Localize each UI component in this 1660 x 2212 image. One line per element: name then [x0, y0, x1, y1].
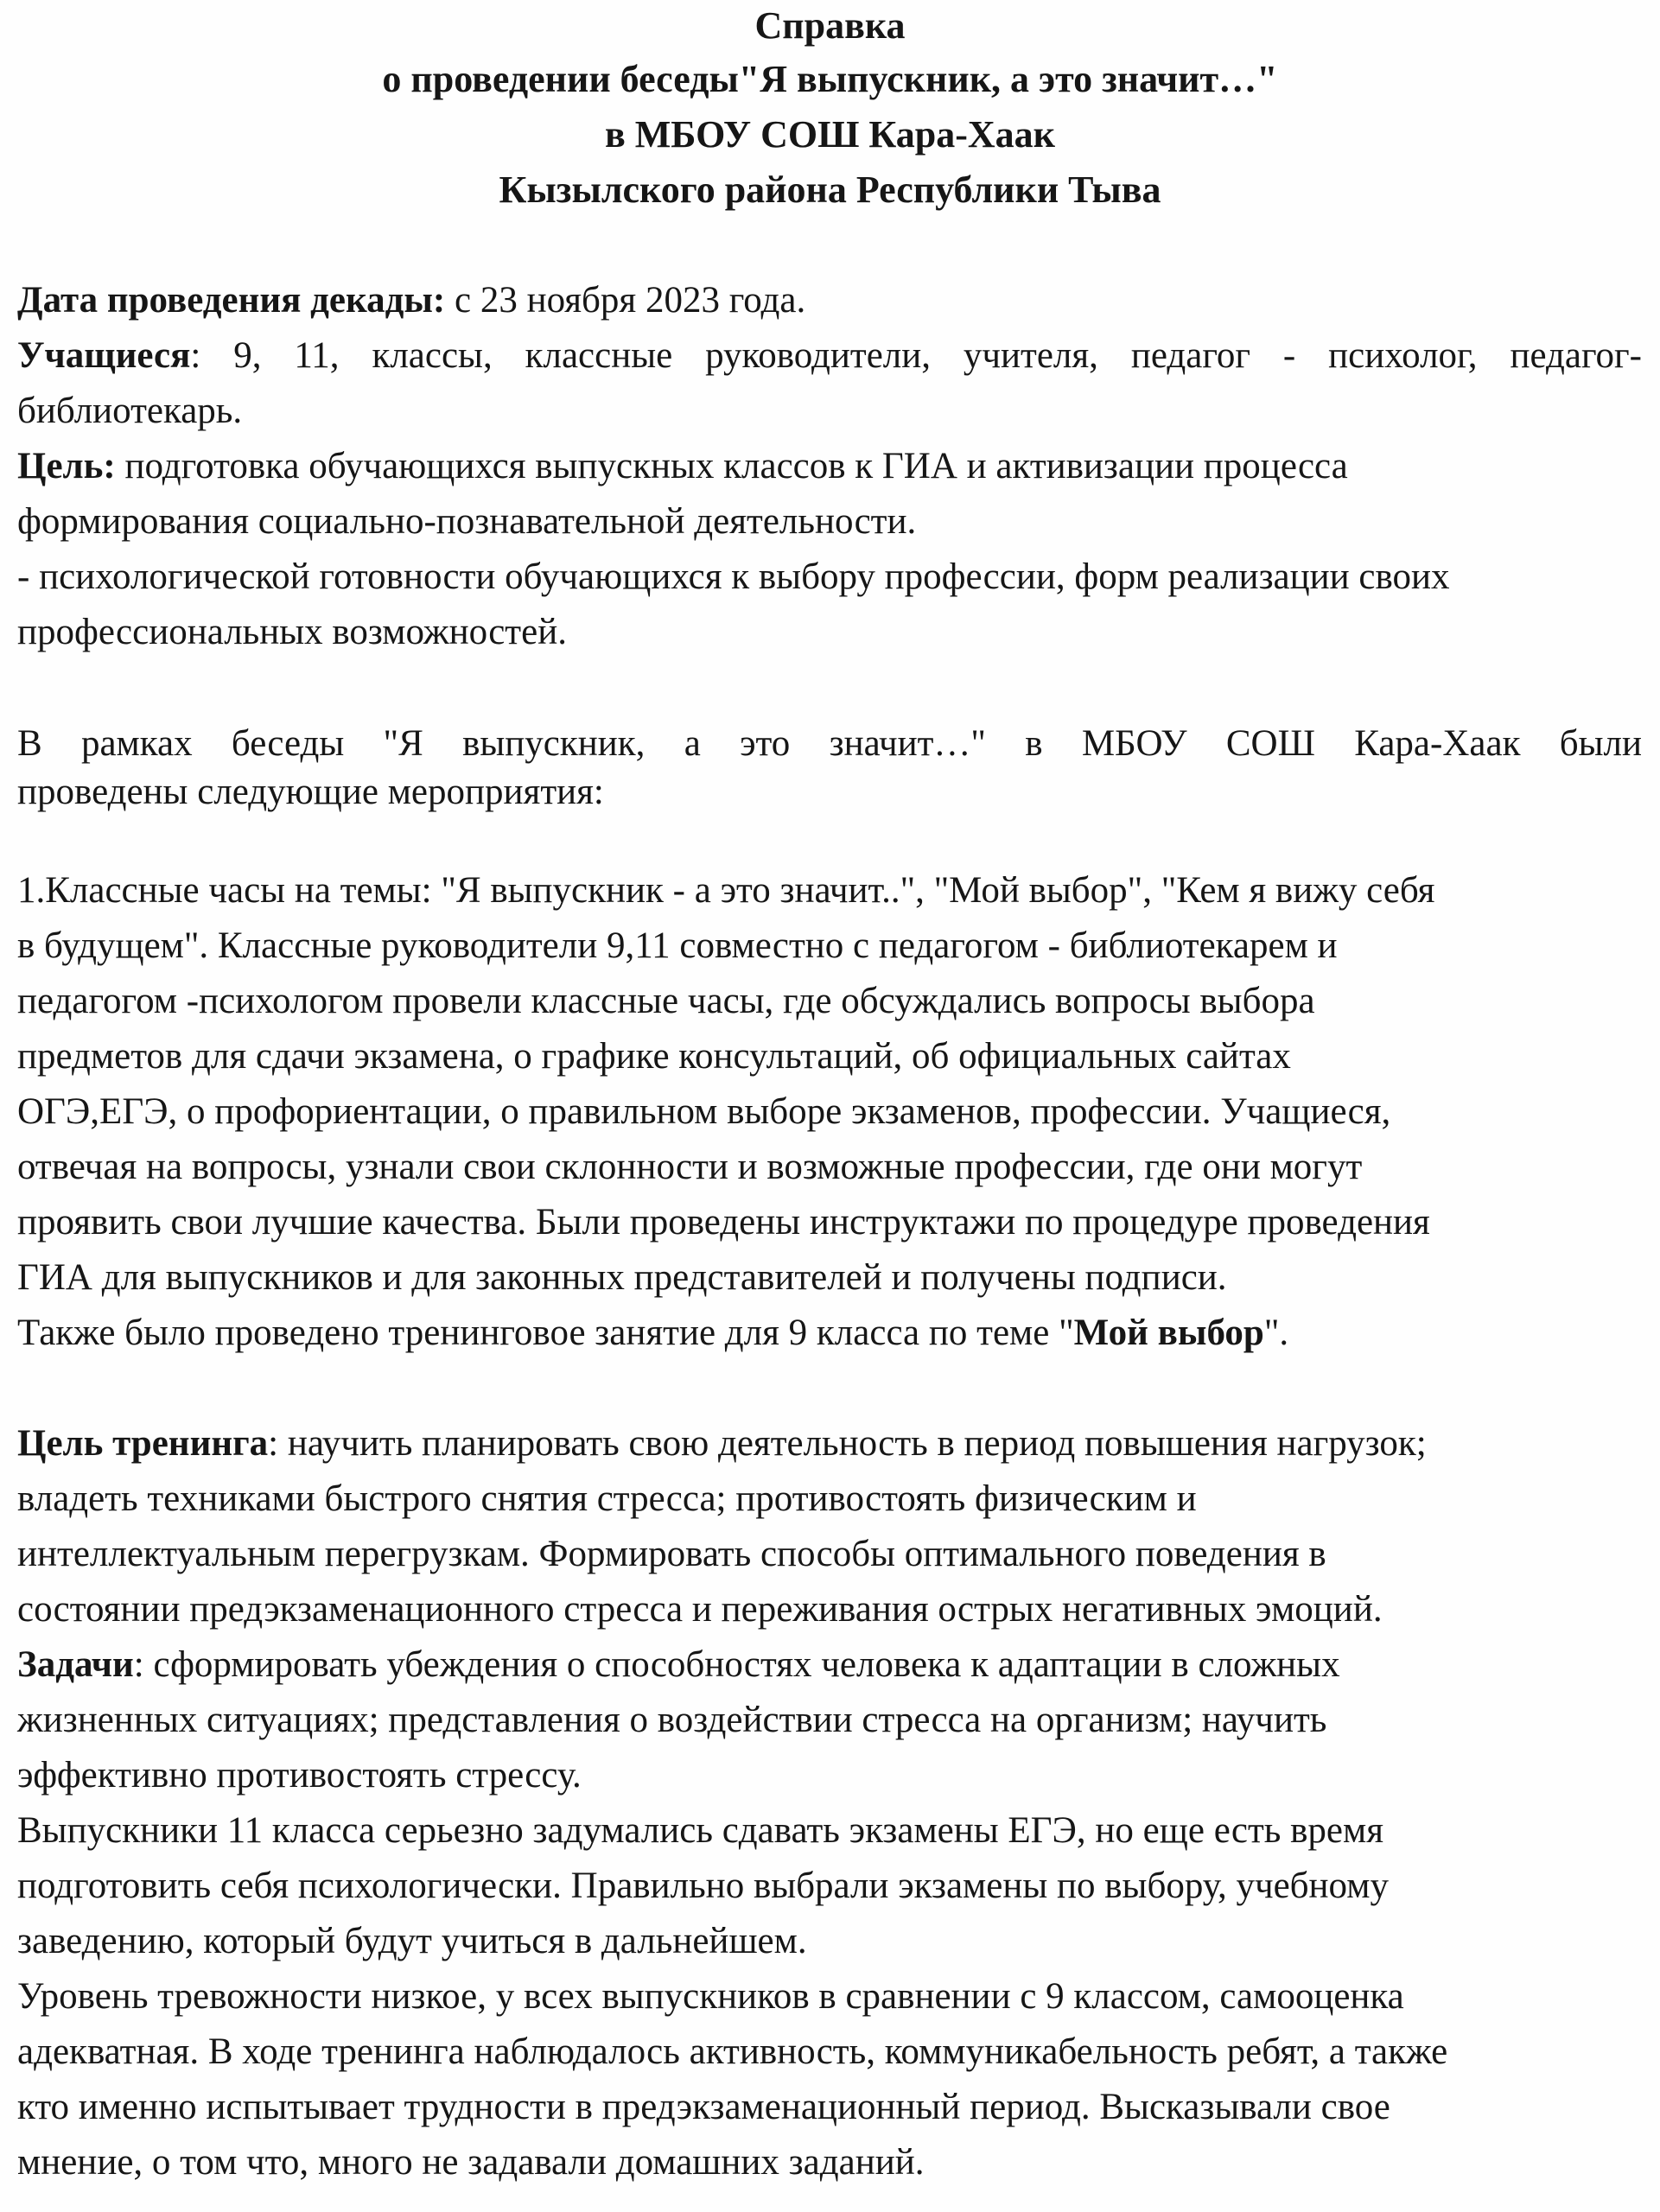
anxiety-line-2: адекватная. В ходе тренинга наблюдалось активность, коммуникабельность ребят, а также [17, 2031, 1448, 2072]
item1-line-6: отвечая на вопросы, узнали свои склонности и возможные профессии, где они могут [17, 1147, 1363, 1187]
date-value: с 23 ноября 2023 года. [445, 280, 806, 321]
intro-line-2: проведены следующие мероприятия: [17, 772, 604, 812]
goal-line-4: профессиональных возможностей. [17, 612, 567, 652]
training-goal-line-2: владеть техниками быстрого снятия стресса; противостоять физическим и [17, 1478, 1197, 1519]
training-goal-label: Цель тренинга [17, 1423, 269, 1464]
tasks-line-1 [17, 1643, 1340, 1687]
document-region: Кызылского района Республики Тыва [499, 168, 1161, 211]
item1-line-1: 1.Классные часы на темы: "Я выпускник - а это значит..", "Мой выбор", "Кем я вижу себя [17, 870, 1435, 911]
training-goal-line-4: состоянии предэкзаменационного стресса и переживания острых негативных эмоций. [17, 1589, 1383, 1630]
training-goal-value: : научить планировать свою деятельность в период повышения нагрузок; [268, 1423, 1427, 1464]
item1-line-9-end: ". [1263, 1313, 1289, 1353]
item1-line-5: ОГЭ,ЕГЭ, о профориентации, о правильном выборе экзаменов, профессии. Учащиеся, [17, 1091, 1391, 1132]
intro-line-1: В рамках беседы "Я выпускник, а это значит…" в МБОУ СОШ Кара-Хаак были [17, 723, 1642, 764]
item1-line-8: ГИА для выпускников и для законных представителей и получены подписи. [17, 1257, 1227, 1298]
item1-line-3: педагогом -психологом провели классные часы, где обсуждались вопросы выбора [17, 981, 1315, 1021]
training-goal-line-1 [17, 1422, 1427, 1465]
tasks-label: Задачи [17, 1644, 134, 1685]
tasks-line-3: эффективно противостоять стрессу. [17, 1755, 582, 1796]
tasks-value: : сформировать убеждения о способностях человека к адаптации в сложных [133, 1644, 1340, 1685]
topic-title: Мой выбор [1073, 1313, 1264, 1353]
anxiety-line-3: кто именно испытывает трудности в предэкзаменационный период. Высказывали свое [17, 2087, 1390, 2127]
anxiety-line-1: Уровень тревожности низкое, у всех выпускников в сравнении с 9 классом, самооценка [17, 1976, 1404, 2017]
goal-line-2: формирования социально-познавательной деятельности. [17, 501, 917, 542]
goal-line-1 [17, 445, 1348, 488]
item1-line-9 [17, 1312, 1288, 1355]
participants-line-2: библиотекарь. [17, 391, 243, 431]
item1-line-4: предметов для сдачи экзамена, о графике консультаций, об официальных сайтах [17, 1036, 1291, 1077]
goal-line-3: - психологической готовности обучающихся к выбору профессии, форм реализации своих [17, 556, 1450, 597]
goal-value: подготовка обучающихся выпускных классов к ГИА и активизации процесса [115, 446, 1348, 486]
document-subtitle: о проведении беседы"Я выпускник, а это значит…" [382, 58, 1278, 100]
participants-value: : 9, 11, классы, классные руководители, учителя, педагог - психолог, педагог- [190, 335, 1642, 376]
grads-line-2: подготовить себя психологически. Правильно выбрали экзамены по выбору, учебному [17, 1866, 1389, 1906]
document-title: Справка [754, 4, 906, 47]
anxiety-line-4: мнение, о том что, много не задавали домашних заданий. [17, 2142, 925, 2183]
item1-line-2: в будущем". Классные руководители 9,11 совместно с педагогом - библиотекарем и [17, 925, 1338, 966]
date-line [17, 279, 805, 322]
participants-line-1 [17, 334, 1642, 378]
grads-line-3: заведению, который будут учиться в дальнейшем. [17, 1921, 807, 1961]
grads-line-1: Выпускники 11 класса серьезно задумались сдавать экзамены ЕГЭ, но еще есть время [17, 1810, 1383, 1851]
document-school: в МБОУ СОШ Кара-Хаак [604, 113, 1056, 156]
date-label: Дата проведения декады: [17, 280, 446, 321]
training-goal-line-3: интеллектуальным перегрузкам. Формировать способы оптимального поведения в [17, 1534, 1326, 1574]
participants-label: Учащиеся [17, 335, 191, 376]
tasks-line-2: жизненных ситуациях; представления о воздействии стресса на организм; научить [17, 1700, 1327, 1740]
item1-line-7: проявить свои лучшие качества. Были проведены инструктажи по процедуре проведения [17, 1202, 1430, 1243]
goal-label: Цель: [17, 446, 116, 486]
item1-line-9-start: Также было проведено тренинговое занятие для 9 класса по теме " [17, 1313, 1074, 1353]
